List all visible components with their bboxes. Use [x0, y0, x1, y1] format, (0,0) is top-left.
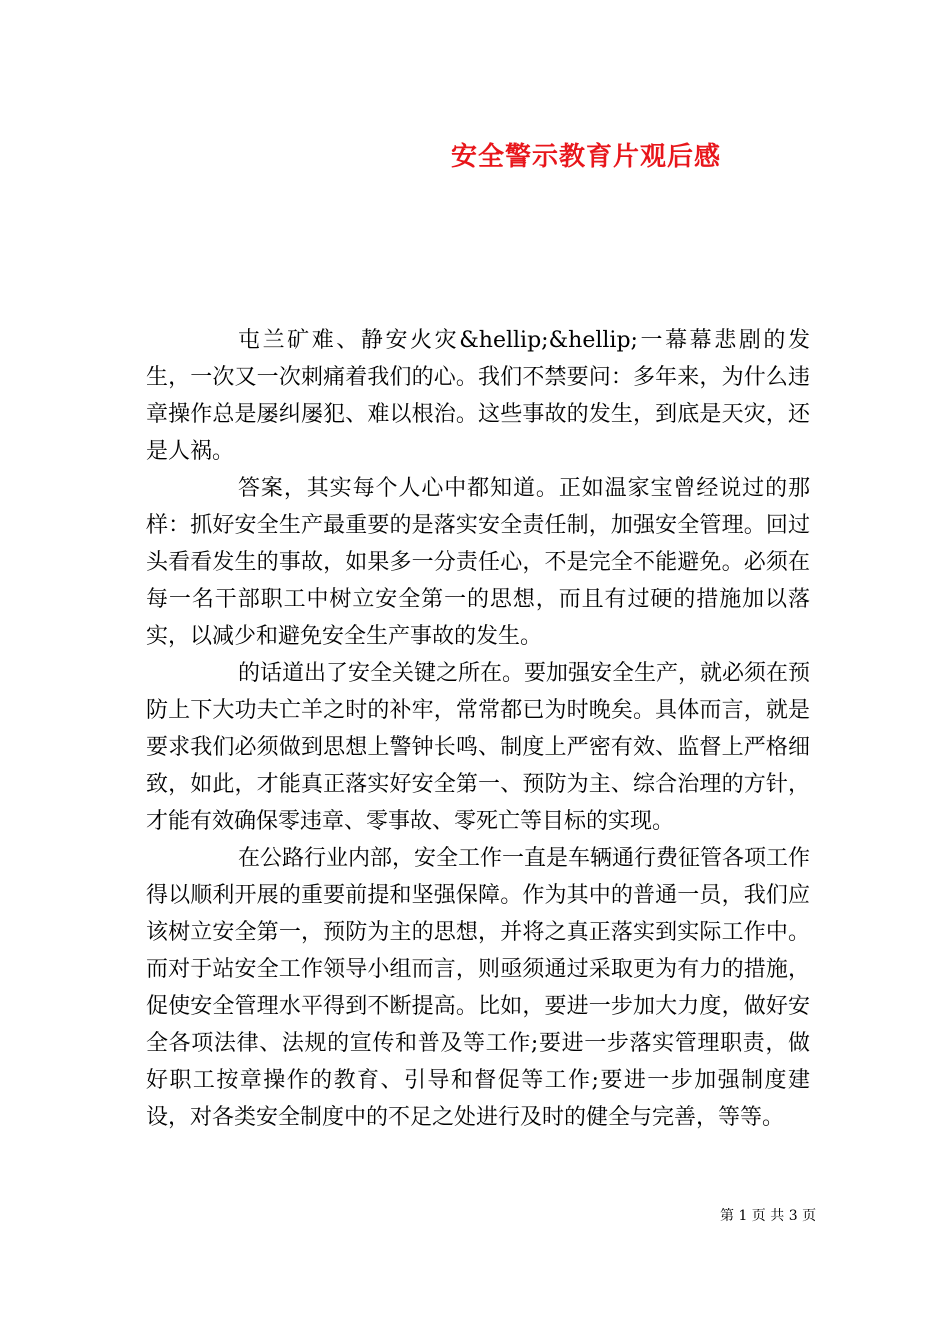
page-number-footer: 第 1 页 共 3 页 — [720, 1208, 817, 1224]
paragraph-1: 屯兰矿难、静安火灾&hellip;&hellip;一幕幕悲剧的发生，一次又一次刺痛着我们的心。我们不禁要问：多年来，为什么违章操作总是屡纠屡犯、难以根治。这些事故的发生，到底是天灾，还是人祸。 — [146, 328, 810, 464]
paragraph-2: 答案，其实每个人心中都知道。正如温家宝曾经说过的那样：抓好安全生产最重要的是落实安全责任制，加强安全管理。回过头看看发生的事故，如果多一分责任心，不是完全不能避免。必须在每一名干部职工中树立安全第一的思想，而且有过硬的措施加以落实，以减少和避免安全生产事故的发生。 — [146, 476, 810, 649]
document-body — [146, 322, 810, 1136]
paragraph-4: 在公路行业内部，安全工作一直是车辆通行费征管各项工作得以顺利开展的重要前提和坚强保障。作为其中的普通一员，我们应该树立安全第一，预防为主的思想，并将之真正落实到实际工作中。而对于站安全工作领导小组而言，则亟须通过采取更为有力的措施，促使安全管理水平得到不断提高。比如，要进一步加大力度，做好安全各项法律、法规的宣传和普及等工作;要进一步落实管理职责，做好职工按章操作的教育、引导和督促等工作;要进一步加强制度建设，对各类安全制度中的不足之处进行及时的健全与完善，等等。 — [146, 846, 811, 1130]
page-title: 安全警示教育片观后感 — [451, 142, 722, 172]
paragraph-3: 的话道出了安全关键之所在。要加强安全生产，就必须在预防上下大功夫亡羊之时的补牢，常常都已为时晚矣。具体而言，就是要求我们必须做到思想上警钟长鸣、制度上严密有效、监督上严格细致，如此，才能真正落实好安全第一、预防为主、综合治理的方针，才能有效确保零违章、零事故、零死亡等目标的实现。 — [146, 661, 811, 834]
